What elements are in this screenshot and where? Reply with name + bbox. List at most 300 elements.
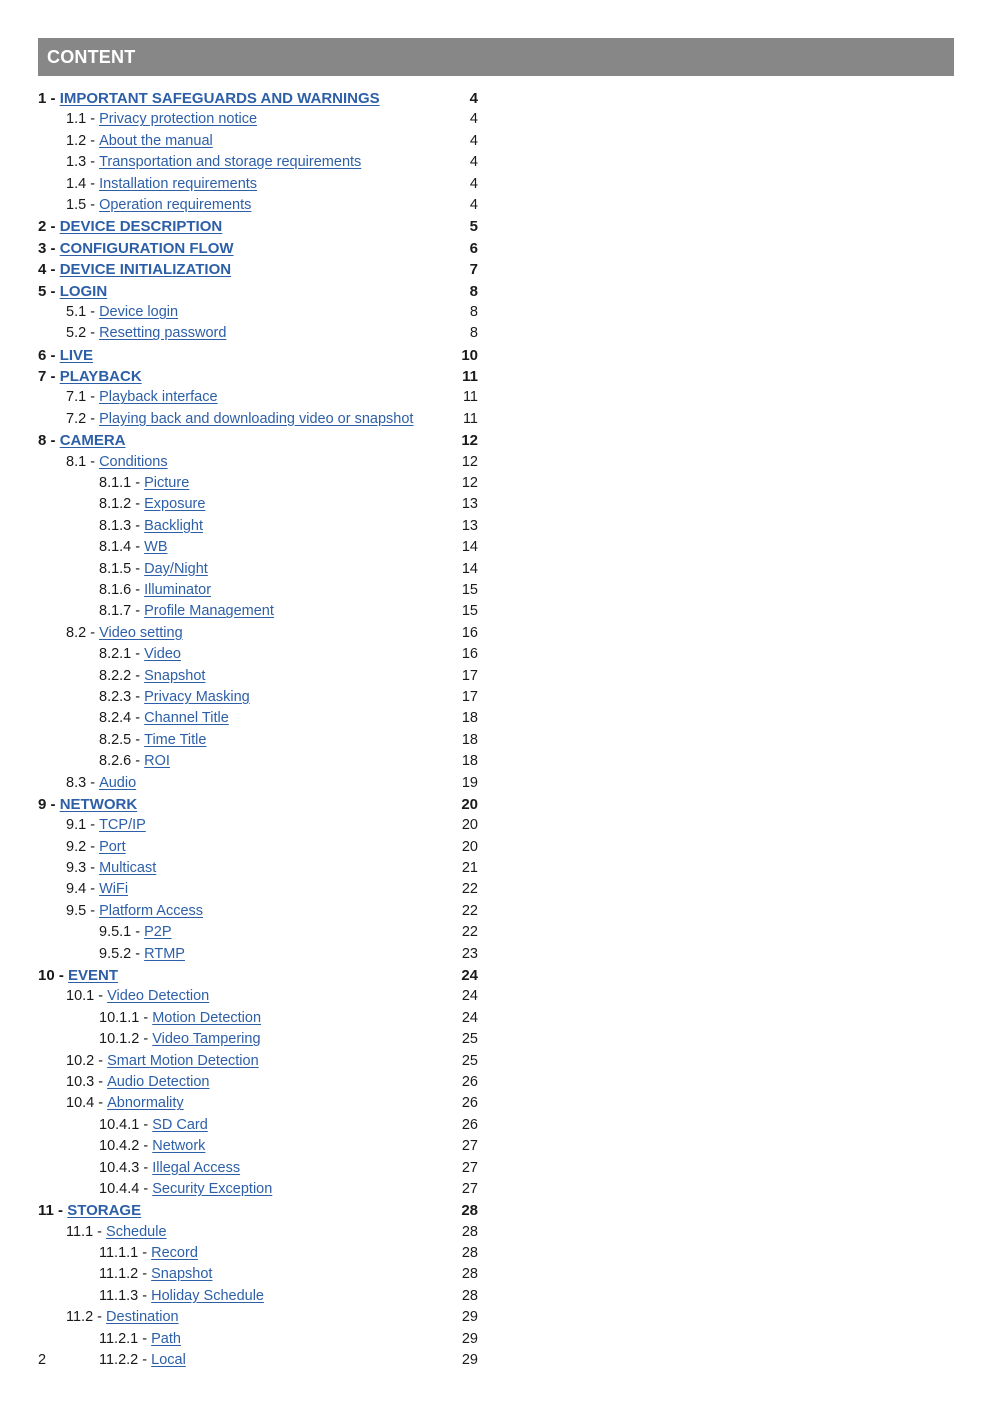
toc-entry-page: 8: [469, 282, 478, 300]
toc-entry-page: 15: [461, 603, 478, 620]
toc-entry-page: 24: [461, 967, 478, 985]
toc-entry: [38, 366, 478, 387]
toc-entry-separator: -: [138, 1352, 152, 1369]
toc-entry-separator: -: [131, 731, 145, 748]
toc-entry-link[interactable]: Conditions: [99, 453, 168, 470]
toc-entry-link[interactable]: PLAYBACK: [59, 368, 142, 386]
toc-entry-page: 26: [461, 1116, 478, 1133]
toc-entry: [38, 815, 478, 836]
toc-entry-separator: -: [138, 1330, 152, 1347]
toc-entry-page: 4: [469, 175, 478, 192]
toc-entry-lead: [38, 345, 93, 366]
toc-entry-lead: [38, 708, 229, 729]
toc-entry: [38, 152, 478, 173]
toc-entry-page: 26: [461, 1073, 478, 1090]
toc-entry-lead: [38, 837, 126, 858]
toc-entry-link[interactable]: Privacy Masking: [144, 688, 250, 705]
toc-entry: [38, 1008, 478, 1029]
toc-entry-page: 20: [461, 838, 478, 855]
toc-entry-lead: [38, 452, 168, 473]
toc-entry-number: 10.4: [66, 1095, 95, 1112]
toc-entry-page: 6: [469, 239, 478, 257]
toc-entry-link[interactable]: Installation requirements: [99, 175, 258, 192]
toc-entry-lead: [38, 1264, 212, 1285]
toc-entry-number: 7.2: [66, 410, 87, 427]
toc-entry-number: 10.4.1: [99, 1116, 140, 1133]
toc-entry-link[interactable]: Port: [99, 838, 126, 855]
toc-entry-number: 9: [38, 795, 47, 813]
toc-entry-separator: -: [139, 1138, 153, 1155]
toc-entry-lead: [38, 751, 170, 772]
toc-entry: [38, 387, 478, 408]
toc-entry-separator: -: [139, 1159, 153, 1176]
toc-entry-page: 24: [461, 1009, 478, 1026]
toc-entry-page: 28: [461, 1202, 478, 1220]
toc-entry-separator: -: [86, 453, 100, 470]
toc-entry-lead: [38, 986, 209, 1007]
toc-entry: [38, 580, 478, 601]
toc-entry-link[interactable]: Multicast: [99, 860, 157, 877]
toc-entry-number: 11.2.1: [99, 1330, 139, 1347]
toc-entry-number: 11.1.3: [99, 1287, 139, 1304]
toc-entry-separator: -: [131, 667, 145, 684]
toc-entry: [38, 345, 478, 366]
toc-entry-page: 8: [469, 303, 478, 320]
toc-entry: [38, 986, 478, 1007]
toc-entry: [38, 516, 478, 537]
toc-entry-number: 4: [38, 261, 47, 279]
toc-entry-separator: -: [46, 282, 60, 300]
content-header-bar: [38, 38, 954, 76]
toc-entry-page: 7: [469, 261, 478, 279]
toc-entry-page: 28: [461, 1266, 478, 1283]
toc-entry-link[interactable]: Backlight: [144, 517, 203, 534]
toc-entry: [38, 837, 478, 858]
toc-entry-page: 12: [461, 475, 478, 492]
toc-entry-lead: [38, 794, 137, 815]
toc-entry-number: 8.1.4: [99, 539, 132, 556]
toc-entry: [38, 430, 478, 451]
toc-entry-link[interactable]: WB: [144, 539, 168, 556]
toc-entry-separator: -: [46, 261, 60, 279]
page-title: CONTENT: [47, 46, 136, 67]
toc-entry: [38, 601, 478, 622]
toc-entry: [38, 195, 478, 216]
toc-entry-number: 9.5.2: [99, 945, 132, 962]
toc-entry-separator: -: [139, 1116, 153, 1133]
toc-entry-link[interactable]: Channel Title: [144, 710, 229, 727]
toc-entry-lead: [38, 1072, 210, 1093]
toc-entry-link[interactable]: Path: [151, 1330, 181, 1347]
toc-entry-separator: -: [131, 560, 145, 577]
toc-entry-link[interactable]: Profile Management: [144, 603, 274, 620]
toc-entry: [38, 644, 478, 665]
toc-entry-page: 12: [461, 453, 478, 470]
toc-entry-page: 8: [469, 325, 478, 342]
toc-entry: [38, 1136, 478, 1157]
toc-entry-number: 11: [38, 1202, 54, 1220]
toc-entry: [38, 1051, 478, 1072]
toc-entry-link[interactable]: IMPORTANT SAFEGUARDS AND WARNINGS: [59, 90, 380, 107]
toc-entry-page: 16: [461, 646, 478, 663]
toc-entry-lead: [38, 516, 203, 537]
toc-entry-page: 20: [461, 817, 478, 834]
toc-entry-number: 6: [38, 346, 47, 364]
toc-entry-lead: [38, 1008, 261, 1029]
toc-entry-lead: [38, 730, 206, 751]
toc-entry-link[interactable]: LIVE: [59, 346, 94, 364]
toc-entry-link[interactable]: EVENT: [68, 967, 119, 985]
toc-entry-lead: [38, 494, 205, 515]
toc-entry-separator: -: [46, 795, 60, 813]
toc-entry-number: 9.5.1: [99, 924, 132, 941]
toc-entry-separator: -: [138, 1245, 152, 1262]
toc-entry-separator: -: [131, 924, 145, 941]
toc-entry-number: 1: [38, 90, 47, 107]
toc-entry-page: 20: [461, 795, 478, 813]
toc-entry-number: 10.4.2: [99, 1138, 140, 1155]
toc-entry-page: 10: [461, 346, 478, 364]
toc-entry-page: 11: [462, 410, 478, 427]
toc-entry-number: 11.1.1: [99, 1245, 139, 1262]
toc-entry-lead: [38, 901, 203, 922]
toc-entry: [38, 687, 478, 708]
toc-entry-separator: -: [131, 945, 145, 962]
toc-entry-link[interactable]: DEVICE INITIALIZATION: [59, 261, 232, 279]
toc-entry-link[interactable]: About the manual: [99, 132, 213, 149]
toc-entry-link[interactable]: Destination: [106, 1309, 179, 1326]
toc-entry: [38, 131, 478, 152]
toc-entry-separator: -: [86, 111, 100, 128]
toc-entry-separator: -: [131, 496, 145, 513]
toc-entry-separator: -: [86, 860, 100, 877]
toc-entry-lead: [38, 773, 136, 794]
toc-entry-link[interactable]: Abnormality: [107, 1095, 184, 1112]
toc-entry-link[interactable]: LOGIN: [59, 282, 108, 300]
toc-entry-number: 10.2: [66, 1052, 95, 1069]
toc-entry-number: 8.1.3: [99, 517, 132, 534]
toc-entry-number: 9.5: [66, 902, 87, 919]
toc-entry-separator: -: [94, 1052, 108, 1069]
toc-entry-page: 18: [461, 753, 478, 770]
toc-entry-lead: [38, 109, 257, 130]
toc-entry-lead: [38, 1286, 264, 1307]
toc-entry-link[interactable]: Snapshot: [151, 1266, 213, 1283]
toc-entry-lead: [38, 195, 251, 216]
toc-entry-link[interactable]: Video Tampering: [152, 1031, 261, 1048]
toc-entry-link[interactable]: Holiday Schedule: [151, 1287, 264, 1304]
toc-entry-link[interactable]: TCP/IP: [99, 817, 146, 834]
toc-entry-number: 8.1.1: [99, 475, 132, 492]
toc-entry-lead: [38, 1243, 198, 1264]
toc-entry-separator: -: [86, 132, 100, 149]
toc-entry-lead: [38, 965, 118, 986]
toc-entry-separator: -: [86, 881, 100, 898]
toc-entry-lead: [38, 259, 231, 280]
toc-entry-page: 28: [461, 1223, 478, 1240]
toc-entry-link[interactable]: Network: [152, 1138, 206, 1155]
toc-entry-lead: [38, 1136, 205, 1157]
toc-entry-number: 8.2: [66, 624, 87, 641]
toc-entry-page: 28: [461, 1287, 478, 1304]
toc-entry-page: 17: [461, 688, 478, 705]
toc-entry: [38, 1222, 478, 1243]
toc-entry-lead: [38, 281, 107, 302]
toc-entry-separator: -: [86, 774, 100, 791]
footer-page-number: 2: [38, 1352, 47, 1368]
toc-entry-separator: -: [131, 688, 145, 705]
toc-entry-separator: -: [86, 196, 100, 213]
toc-entry-link[interactable]: Platform Access: [99, 902, 204, 919]
toc-entry-number: 1.5: [66, 196, 87, 213]
toc-entry-page: 29: [461, 1352, 478, 1369]
toc-entry: [38, 1200, 478, 1221]
toc-entry-page: 5: [469, 218, 478, 236]
toc-entry-lead: [38, 131, 213, 152]
toc-entry-separator: -: [131, 581, 145, 598]
toc-entry-number: 3: [38, 239, 47, 257]
toc-entry-separator: -: [94, 1095, 108, 1112]
toc-entry-link[interactable]: Record: [151, 1245, 198, 1262]
toc-entry-lead: [38, 559, 208, 580]
toc-entry-number: 1.3: [66, 154, 87, 171]
toc-entry-link[interactable]: Smart Motion Detection: [107, 1052, 259, 1069]
toc-entry-lead: [38, 1093, 184, 1114]
toc-entry: [38, 238, 478, 259]
toc-entry-separator: -: [86, 410, 100, 427]
toc-entry-number: 9.3: [66, 860, 87, 877]
toc-entry-lead: [38, 1029, 261, 1050]
toc-entry-page: 4: [469, 196, 478, 213]
toc-entry-page: 29: [461, 1330, 478, 1347]
toc-entry-page: 22: [461, 902, 478, 919]
toc-entry-separator: -: [86, 817, 100, 834]
toc-entry-link[interactable]: Video Detection: [107, 988, 210, 1005]
toc-entry-number: 1.1: [66, 111, 87, 128]
toc-entry-lead: [38, 430, 126, 451]
toc-entry-separator: -: [94, 988, 108, 1005]
toc-entry-number: 8: [38, 432, 47, 450]
toc-entry: [38, 559, 478, 580]
toc-entry: [38, 1243, 478, 1264]
toc-entry-number: 10.1.2: [99, 1031, 140, 1048]
toc-entry-link[interactable]: P2P: [144, 924, 172, 941]
toc-entry: [38, 1093, 478, 1114]
toc-entry-number: 2: [38, 218, 47, 236]
toc-entry-link[interactable]: RTMP: [144, 945, 185, 962]
toc-entry: [38, 858, 478, 879]
toc-entry: [38, 409, 478, 430]
toc-entry-number: 8.1.7: [99, 603, 132, 620]
toc-entry-separator: -: [139, 1009, 153, 1026]
toc-entry-lead: [38, 1158, 240, 1179]
toc-entry-link[interactable]: Resetting password: [99, 325, 227, 342]
toc-entry-link[interactable]: WiFi: [99, 881, 129, 898]
toc-entry-link[interactable]: Motion Detection: [152, 1009, 262, 1026]
toc-entry-number: 10.3: [66, 1073, 95, 1090]
toc-entry-link[interactable]: ROI: [144, 753, 170, 770]
toc-entry-lead: [38, 88, 380, 109]
toc-entry-separator: -: [46, 346, 60, 364]
toc-entry-lead: [38, 922, 172, 943]
toc-entry-separator: -: [54, 967, 69, 985]
toc-entry-link[interactable]: Illegal Access: [152, 1159, 241, 1176]
toc-entry-separator: -: [93, 1309, 107, 1326]
toc-entry-lead: [38, 1179, 272, 1200]
toc-entry: [38, 452, 478, 473]
toc-entry-page: 28: [461, 1245, 478, 1262]
toc-entry-page: 15: [461, 581, 478, 598]
toc-entry-lead: [38, 473, 189, 494]
toc-entry-link[interactable]: DEVICE DESCRIPTION: [59, 218, 223, 236]
toc-entry-link[interactable]: Snapshot: [144, 667, 206, 684]
toc-entry-number: 10.4.3: [99, 1159, 140, 1176]
toc-entry: [38, 1286, 478, 1307]
toc-entry-page: 27: [461, 1138, 478, 1155]
toc-entry-link[interactable]: Local: [151, 1352, 186, 1369]
toc-entry: [38, 1264, 478, 1285]
toc-entry-link[interactable]: Video setting: [99, 624, 183, 641]
toc-entry-number: 10.1.1: [99, 1009, 140, 1026]
toc-entry-link[interactable]: Privacy protection notice: [99, 111, 258, 128]
toc-entry-number: 10: [38, 967, 55, 985]
toc-entry: [38, 1072, 478, 1093]
toc-entry: [38, 109, 478, 130]
toc-entry-number: 9.1: [66, 817, 87, 834]
toc-entry-link[interactable]: Device login: [99, 303, 179, 320]
toc-entry-lead: [38, 944, 185, 965]
toc-entry-lead: [38, 1307, 179, 1328]
toc-entry-link[interactable]: Audio: [99, 774, 137, 791]
toc-entry-lead: [38, 1115, 208, 1136]
toc-entry: [38, 302, 478, 323]
toc-entry-number: 10.1: [66, 988, 95, 1005]
toc-entry-separator: -: [94, 1073, 108, 1090]
toc-entry-lead: [38, 152, 361, 173]
toc-entry-number: 5: [38, 282, 47, 300]
toc-entry-lead: [38, 366, 142, 387]
toc-entry-lead: [38, 601, 274, 622]
toc-entry-separator: -: [86, 303, 100, 320]
toc-entry-page: 23: [461, 945, 478, 962]
toc-entry-number: 9.2: [66, 838, 87, 855]
toc-entry: [38, 1179, 478, 1200]
toc-entry-number: 8.2.4: [99, 710, 132, 727]
toc-entry-page: 26: [461, 1095, 478, 1112]
toc-entry-link[interactable]: Illuminator: [144, 581, 212, 598]
toc-entry-number: 1.2: [66, 132, 87, 149]
toc-entry-link[interactable]: Picture: [144, 475, 190, 492]
toc-entry-link[interactable]: Video: [144, 646, 181, 663]
toc-entry-number: 8.2.5: [99, 731, 132, 748]
toc-entry-link[interactable]: STORAGE: [67, 1202, 142, 1220]
toc-entry-page: 13: [461, 496, 478, 513]
toc-entry-separator: -: [131, 539, 145, 556]
toc-entry-number: 11.1.2: [99, 1266, 139, 1283]
toc-entry-page: 4: [469, 90, 478, 107]
toc-entry: [38, 794, 478, 815]
toc-entry: [38, 174, 478, 195]
toc-entry-lead: [38, 858, 156, 879]
toc-entry-separator: -: [53, 1202, 68, 1220]
toc-entry-page: 11: [462, 368, 478, 386]
toc-entry-page: 14: [461, 539, 478, 556]
toc-entry-lead: [38, 238, 234, 259]
toc-entry-number: 8.2.2: [99, 667, 132, 684]
toc-entry-page: 21: [461, 860, 478, 877]
toc-entry: [38, 1350, 478, 1371]
toc-entry: [38, 879, 478, 900]
toc-entry-link[interactable]: CONFIGURATION FLOW: [59, 239, 234, 257]
toc-entry-separator: -: [139, 1031, 153, 1048]
toc-entry-link[interactable]: CAMERA: [59, 432, 126, 450]
toc-entry-separator: -: [86, 902, 100, 919]
toc-entry: [38, 708, 478, 729]
toc-entry-separator: -: [139, 1180, 153, 1197]
toc-entry-page: 4: [469, 154, 478, 171]
toc-entry-separator: -: [46, 432, 60, 450]
toc-entry-page: 16: [461, 624, 478, 641]
toc-entry-page: 27: [461, 1180, 478, 1197]
toc-entry-link[interactable]: Playback interface: [99, 389, 218, 406]
toc-entry-separator: -: [86, 175, 100, 192]
toc-entry-lead: [38, 1350, 186, 1371]
toc-entry: [38, 259, 478, 280]
toc-entry-link[interactable]: Transportation and storage requirements: [99, 154, 362, 171]
toc-entry-link[interactable]: Time Title: [144, 731, 207, 748]
toc-entry-lead: [38, 644, 181, 665]
toc-entry-separator: -: [131, 603, 145, 620]
toc-entry-separator: -: [46, 90, 60, 107]
toc-entry-number: 8.2.3: [99, 688, 132, 705]
toc-entry-page: 17: [461, 667, 478, 684]
toc-entry-number: 1.4: [66, 175, 87, 192]
toc-entry: [38, 473, 478, 494]
toc-entry-lead: [38, 323, 226, 344]
toc-entry-number: 8.1.2: [99, 496, 132, 513]
toc-entry-link[interactable]: Operation requirements: [99, 196, 252, 213]
toc-entry-page: 25: [461, 1052, 478, 1069]
toc-entry-link[interactable]: NETWORK: [59, 795, 138, 813]
toc-entry-link[interactable]: Security Exception: [152, 1180, 273, 1197]
toc-entry-lead: [38, 1200, 141, 1221]
toc-entry-link[interactable]: Audio Detection: [107, 1073, 210, 1090]
toc-entry: [38, 1307, 478, 1328]
toc-entry-separator: -: [131, 475, 145, 492]
toc-entry: [38, 623, 478, 644]
toc-entry-lead: [38, 409, 413, 430]
toc-entry-page: 18: [461, 710, 478, 727]
toc-entry: [38, 773, 478, 794]
toc-entry-lead: [38, 216, 222, 237]
toc-entry-lead: [38, 537, 168, 558]
toc-entry-link[interactable]: Playing back and downloading video or snapshot: [99, 410, 414, 427]
toc-entry-link[interactable]: Schedule: [106, 1223, 167, 1240]
toc-entry-lead: [38, 174, 257, 195]
toc-entry: [38, 666, 478, 687]
toc-entry-page: 19: [461, 774, 478, 791]
table-of-contents: [38, 88, 478, 1371]
toc-entry-number: 8.2.1: [99, 646, 132, 663]
toc-entry-link[interactable]: Exposure: [144, 496, 206, 513]
toc-entry-separator: -: [131, 517, 145, 534]
toc-entry-link[interactable]: Day/Night: [144, 560, 208, 577]
toc-entry-page: 22: [461, 924, 478, 941]
toc-entry-page: 4: [469, 111, 478, 128]
toc-entry: [38, 965, 478, 986]
toc-entry-separator: -: [131, 753, 145, 770]
toc-entry-link[interactable]: SD Card: [152, 1116, 208, 1133]
